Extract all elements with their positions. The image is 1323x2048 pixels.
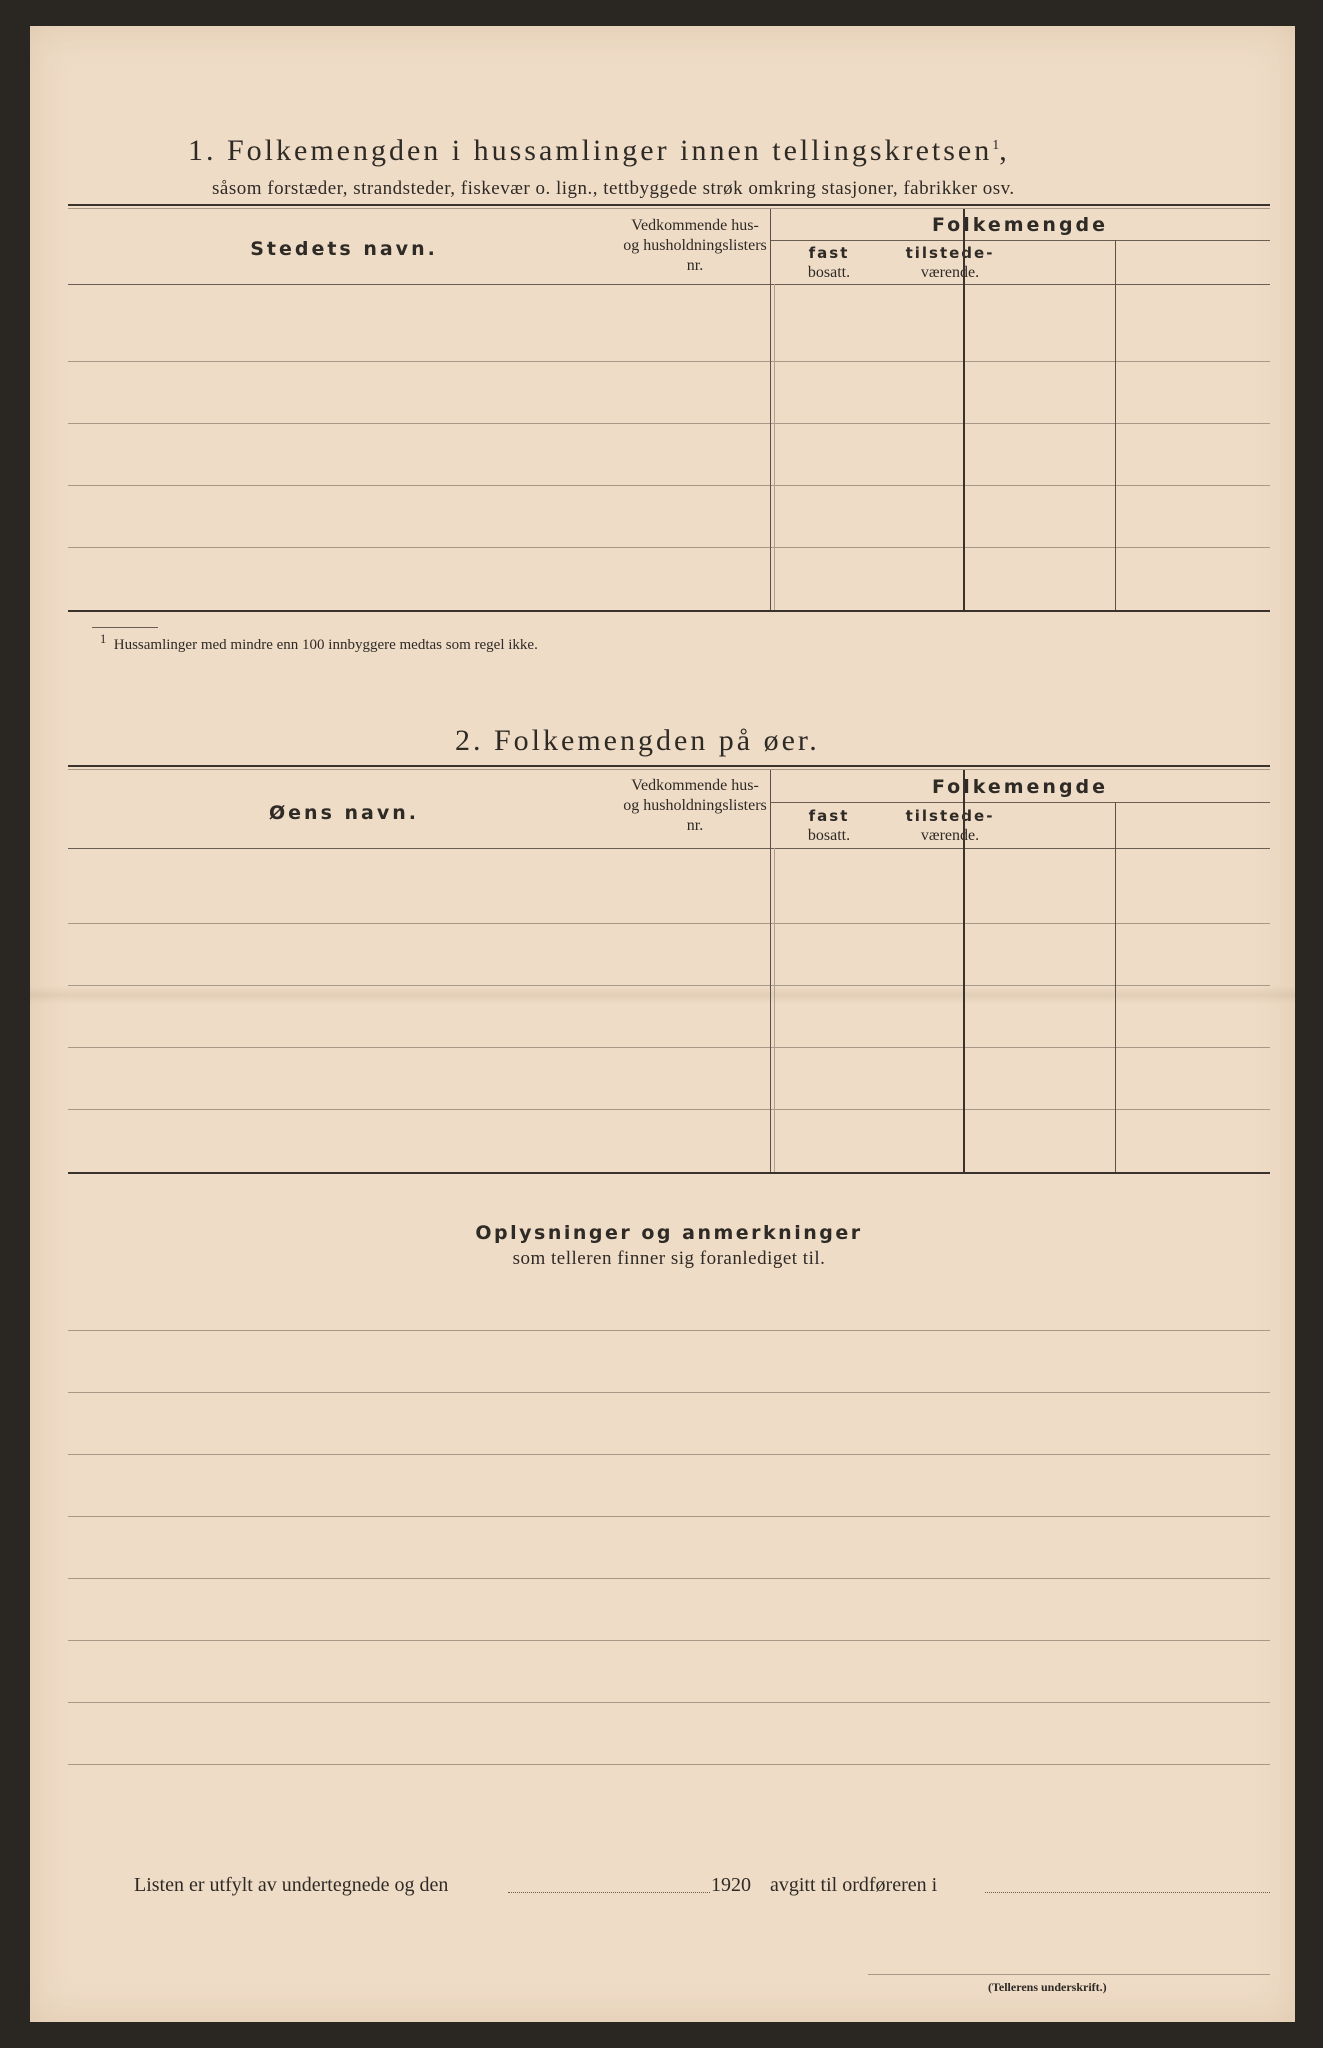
section1-subtitle: såsom forstæder, strandsteder, fiskevær o. lign., tettbyggede strøk omkring stasjoner, fabrikker osv. [212, 178, 1015, 199]
section2-col-population: Folkemengde [931, 776, 1109, 798]
section1-col-place-name: Stedets navn. [250, 238, 438, 260]
section2-title: 2. Folkemengden på øer. [455, 724, 820, 757]
signature-suffix: avgitt til ordføreren i [770, 1874, 938, 1896]
notes-heading: Oplysninger og anmerkninger [475, 1222, 863, 1244]
enumerator-signature-caption: (Tellerens underskrift.) [988, 1980, 1107, 1994]
signature-year: 1920 [711, 1874, 751, 1896]
section2-col-resident: fast bosatt. [807, 807, 851, 844]
notes-subheading: som telleren finner sig foranlediget til. [512, 1248, 826, 1269]
section2-col-present: tilstede- værende. [905, 807, 995, 844]
section1-col-population: Folkemengde [931, 214, 1109, 236]
section2-col-island-name: Øens navn. [269, 802, 419, 824]
section1-col-list-number: Vedkommende hus- og husholdningslisters nr. [623, 217, 767, 274]
page-fold [30, 986, 1295, 1004]
signature-statement: Listen er utfylt av undertegnede og den [134, 1874, 449, 1896]
document-page [30, 26, 1295, 2022]
section1-title: 1. Folkemengden i hussamlinger innen tellingskretsen$^1$, [188, 134, 1010, 167]
section1-col-resident: fast bosatt. [807, 244, 851, 281]
section1-col-present: tilstede- værende. [905, 244, 995, 281]
section2-col-list-number: Vedkommende hus- og husholdningslisters nr. [623, 777, 767, 834]
section1-footnote: $^1$ Hussamlinger med mindre enn 100 innbyggere medtas som regel ikke. [100, 632, 538, 653]
